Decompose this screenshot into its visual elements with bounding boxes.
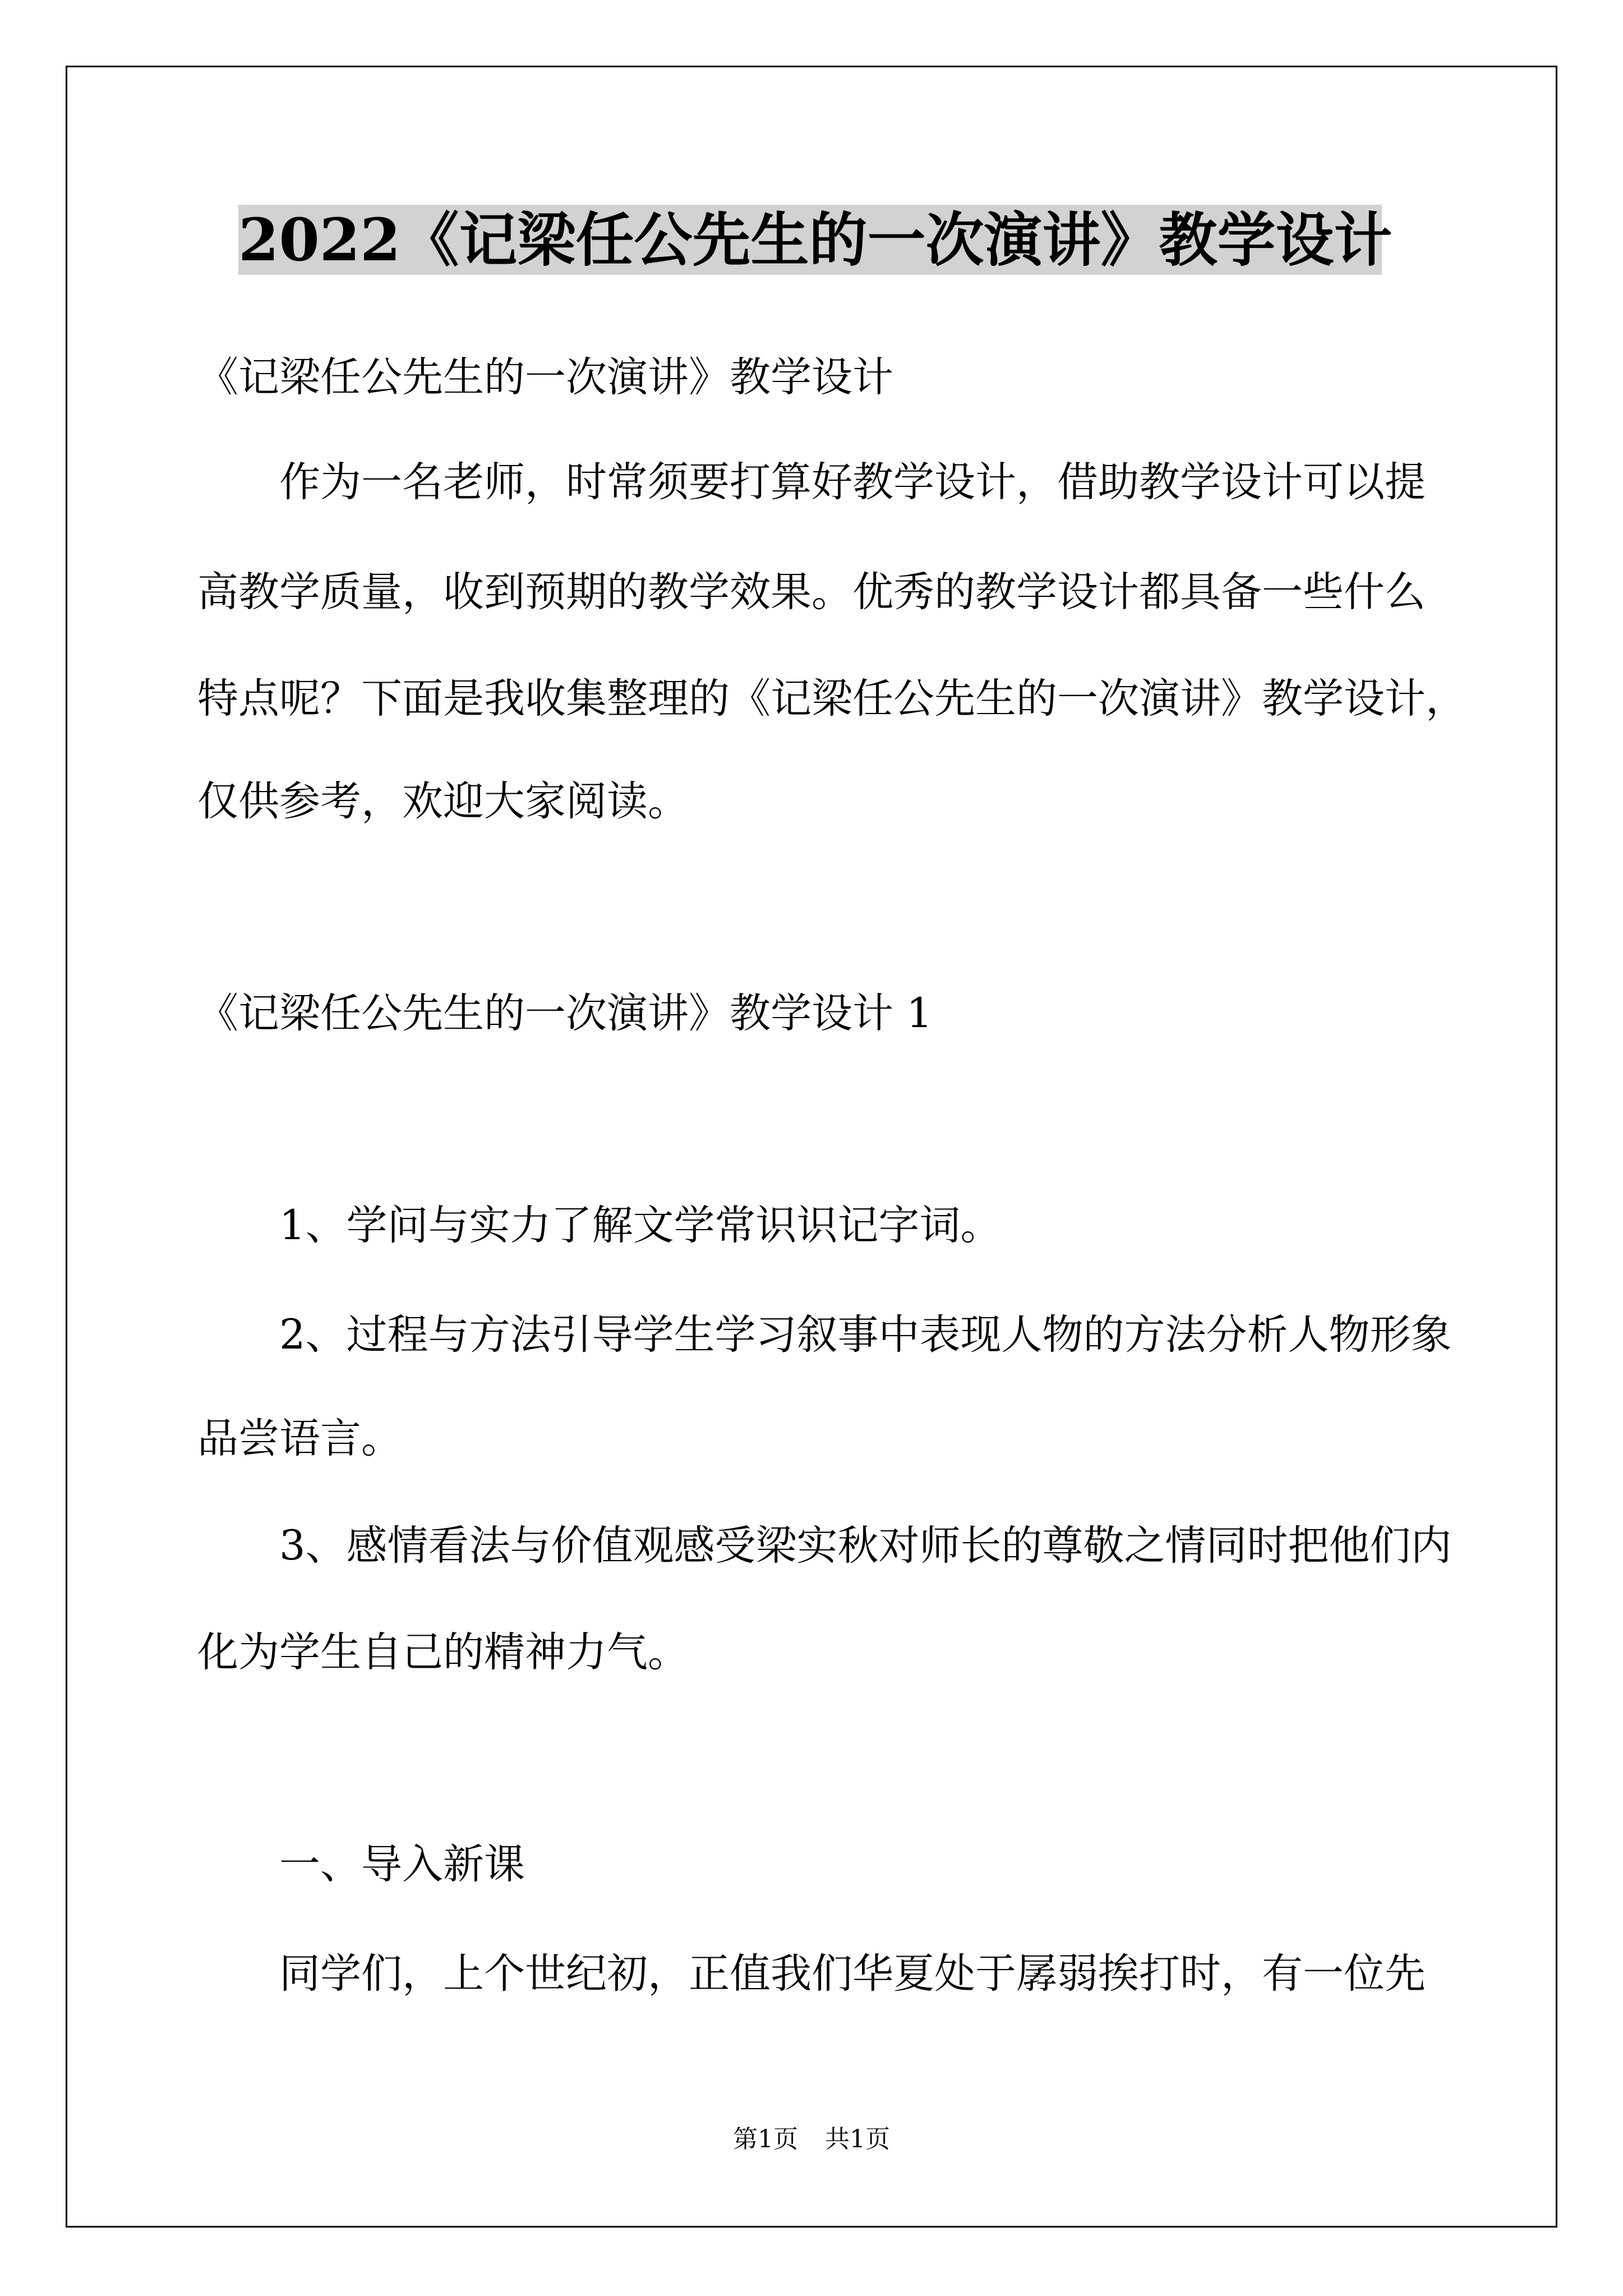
intro-line: 特点呢？下面是我收集整理的《记梁任公先生的一次演讲》教学设计， — [197, 675, 1467, 723]
intro-line: 高教学质量，收到预期的教学效果。优秀的教学设计都具备一些什么 — [197, 568, 1426, 616]
intro-line: 作为一名老师，时常须要打算好教学设计，借助教学设计可以提 — [279, 458, 1426, 506]
intro-line: 仅供参考，欢迎大家阅读。 — [197, 777, 689, 825]
document-subtitle: 《记梁任公先生的一次演讲》教学设计 — [197, 353, 893, 401]
page-footer — [0, 2123, 1623, 2156]
objective-line: 1、学问与实力了解文学常识识记字词。 — [279, 1202, 1002, 1249]
objective-line: 3、感情看法与价值观感受梁实秋对师长的尊敬之情同时把他们内 — [279, 1522, 1452, 1570]
section-heading: 《记梁任公先生的一次演讲》教学设计 1 — [197, 990, 933, 1037]
objective-line: 2、过程与方法引导学生学习叙事中表现人物的方法分析人物形象 — [279, 1311, 1452, 1359]
document-title: 2022《记梁任公先生的一次演讲》教学设计 — [238, 205, 1393, 274]
objective-line: 品尝语言。 — [197, 1415, 402, 1462]
page-number-current: 第1页 — [733, 2125, 798, 2154]
page-number-total: 共1页 — [825, 2125, 890, 2154]
step-text-line: 同学们，上个世纪初，正值我们华夏处于孱弱挨打时，有一位先 — [279, 1950, 1426, 1998]
objective-line: 化为学生自己的精神力气。 — [197, 1628, 689, 1676]
step-heading: 一、导入新课 — [279, 1841, 525, 1888]
